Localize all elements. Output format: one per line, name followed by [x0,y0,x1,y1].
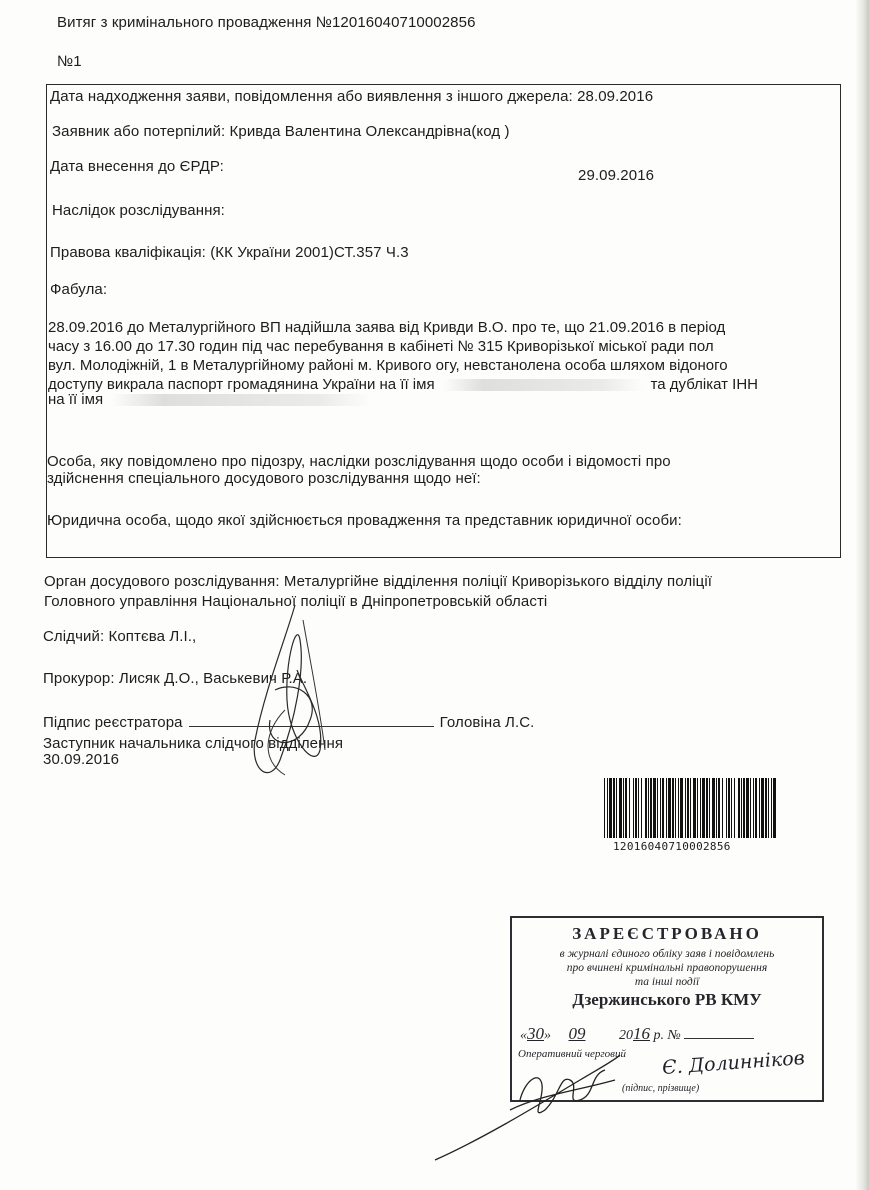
registrar-name: Головіна Л.С. [439,714,535,731]
barcode-bar [678,778,679,838]
barcode-bar [702,778,705,838]
barcode-bar [633,778,634,838]
organ-line-1: Орган досудового розслідування: Металургійне відділення поліції Криворізького відділу поліції [44,573,713,590]
barcode-bar [697,778,698,838]
barcode-bar [700,778,701,838]
barcode-bar [666,778,667,838]
barcode-bar [662,778,664,838]
barcode-bar [759,778,760,838]
suspect-line-1: Особа, яку повідомлено про підозру, наслідки розслідування щодо особи і відомості про [47,453,671,470]
barcode-bar [657,778,658,838]
barcode-bar [616,778,617,838]
stamp-date: «30» 09 2016 р. № [520,1024,754,1044]
footer-date: 30.09.2016 [43,751,120,768]
barcode-bar [743,778,745,838]
barcode-bar [687,778,689,838]
stamp-line: в журналі єдиного обліку заяв і повідомлень [559,948,775,960]
fabula-line: 28.09.2016 до Металургійного ВП надійшла заява від Кривди В.О. про те, що 21.09.2016 в період [48,319,726,336]
stamp-year-prefix: 20 [619,1028,633,1043]
barcode-bar [690,778,691,838]
barcode-bar [718,778,720,838]
stamp-sign-caption: (підпис, прізвище) [622,1083,700,1094]
stamp-date-suffix: р. № [653,1028,681,1043]
stamp-handwritten-name: Є. Долинніков [661,1047,806,1079]
barcode-bar [716,778,717,838]
barcode-bar [765,778,767,838]
suspect-line-2: здійснення спеціального досудового розслідування щодо неї: [47,470,481,487]
barcode-bar [609,778,612,838]
erdr-label: Дата внесення до ЄРДР: [50,158,224,175]
fabula-line: вул. Молодіжній, 1 в Металургійному районі м. Кривого огу, невстанолена особа шляхом відоного [48,357,728,374]
barcode-bar [648,778,649,838]
barcode-bar [773,778,776,838]
barcode-bar [660,778,661,838]
receipt-date: Дата надходження заяви, повідомлення або виявлення з іншого джерела: 28.09.2016 [50,88,654,105]
stamp-title: ЗАРЕЄСТРОВАНО [572,924,762,943]
barcode-bar [623,778,624,838]
barcode-bar [753,778,754,838]
barcode-bar [619,778,622,838]
fabula-line: часу з 16.00 до 17.30 годин під час перебування в кабінеті № 315 Криворізької міської ради пол [48,338,714,355]
applicant: Заявник або потерпілий: Кривда Валентина Олександрівна(код ) [52,123,510,140]
fabula-text [48,318,818,409]
fabula-line-part: доступу викрала паспорт громадянина України на її імя [48,376,435,393]
barcode-bar [722,778,723,838]
barcode-bar [635,778,637,838]
investigation-result: Наслідок розслідування: [52,202,225,219]
barcode-bar [668,778,671,838]
barcode-bar [746,778,749,838]
barcode-bar [672,778,674,838]
signature-line [189,712,434,727]
barcode-bar [629,778,630,838]
prosecutor: Прокурор: Лисяк Д.О., Васькевич Р.А. [43,670,308,687]
barcode-bar [734,778,735,838]
barcode-bar [738,778,740,838]
deputy-title: Заступник начальника слідчого відділення [43,735,344,752]
redaction-blur [443,379,643,391]
fabula-line-part: на її імя [48,391,104,408]
organ-line-2: Головного управління Національної поліції в Дніпропетровській області [44,593,548,610]
stamp-number-line [684,1038,754,1039]
barcode-bar [613,778,615,838]
redaction-blur [111,394,371,406]
barcode-bar [604,778,605,838]
barcode-bar [625,778,627,838]
barcode-bar [768,778,769,838]
barcode-bar [761,778,764,838]
barcode-bar [726,778,727,838]
barcode-bar [650,778,652,838]
barcode-bar [685,778,686,838]
registrar-label: Підпис реєстратора [43,714,183,731]
registrar-row [43,712,534,731]
barcode-bar [653,778,656,838]
barcode-bar [645,778,647,838]
fabula-label: Фабула: [50,281,108,298]
investigator: Слідчий: Коптєва Л.І., [43,628,197,645]
barcode-bar [675,778,676,838]
barcode-bar [731,778,732,838]
barcode-bar [641,778,642,838]
barcode-bar [607,778,608,838]
barcode-bar [709,778,710,838]
investigator-signature [225,600,355,790]
barcode-bar [750,778,751,838]
barcode-bar [741,778,742,838]
barcode-bar [706,778,708,838]
registration-stamp [510,916,824,1102]
stamp-line: про вчинені кримінальні правопорушення [566,962,768,974]
document-number: №1 [57,53,82,70]
stamp-line: та інші події [634,976,700,988]
barcode-number: 12016040710002856 [613,840,731,853]
erdr-date: 29.09.2016 [578,167,655,184]
stamp-day: 30 [527,1024,544,1043]
fabula-line-part: та дублікат ІНН [650,376,758,393]
page-edge-shadow [855,0,869,1190]
barcode-bar [771,778,772,838]
stamp-officer-label: Оперативний черговий [518,1048,626,1060]
barcode-bar [712,778,715,838]
barcode-bar [755,778,757,838]
stamp-subtitle [512,947,822,989]
legal-qualification: Правова кваліфікація: (КК України 2001)СТ.357 Ч.3 [50,244,409,261]
barcode-bar [728,778,730,838]
barcode-image [602,778,782,840]
barcode-bar [680,778,683,838]
stamp-department: Дзержинського РВ КМУ [572,990,762,1009]
legal-entity: Юридична особа, щодо якої здійснюється провадження та представник юридичної особи: [47,512,682,529]
stamp-month: 09 [568,1024,586,1043]
document-title: Витяг з кримінального провадження №12016040710002856 [57,14,476,31]
stamp-year-suffix: 16 [633,1024,650,1043]
barcode-bar [638,778,639,838]
barcode-bar [693,778,696,838]
